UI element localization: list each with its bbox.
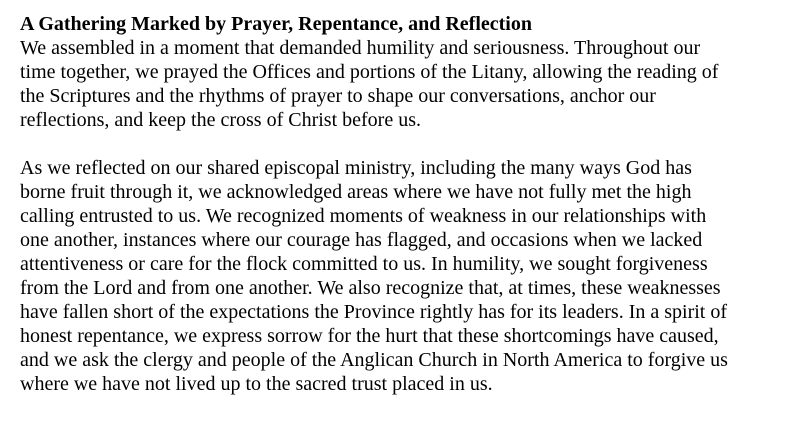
paragraph-line: where we have not lived up to the sacred trust placed in us. [20,373,493,395]
paragraph-line: the Scriptures and the rhythms of prayer to shape our conversations, anchor our [20,85,656,107]
paragraph-line: As we reflected on our shared episcopal ministry, including the many ways God has [20,157,692,179]
paragraph-line: one another, instances where our courage has flagged, and occasions when we lacked [20,229,703,251]
paragraph-line: time together, we prayed the Offices and portions of the Litany, allowing the reading of [20,61,719,83]
paragraph-line: have fallen short of the expectations the Province rightly has for its leaders. In a spirit of [20,301,728,323]
paragraph-1 [20,36,800,132]
paragraph-line: reflections, and keep the cross of Christ before us. [20,109,421,131]
paragraph-line: honest repentance, we express sorrow for the hurt that these shortcomings have caused, [20,325,719,347]
paragraph-line: from the Lord and from one another. We also recognize that, at times, these weaknesses [20,277,721,299]
paragraph-2 [20,156,800,396]
paragraph-line: calling entrusted to us. We recognized moments of weakness in our relationships with [20,205,707,227]
paragraph-line: and we ask the clergy and people of the Anglican Church in North America to forgive us [20,349,728,371]
paragraph-line: We assembled in a moment that demanded humility and seriousness. Throughout our [20,37,701,59]
section-heading: A Gathering Marked by Prayer, Repentance, and Reflection [20,13,532,35]
paragraph-line: borne fruit through it, we acknowledged areas where we have not fully met the high [20,181,692,203]
paragraph-line: attentiveness or care for the flock committed to us. In humility, we sought forgiveness [20,253,708,275]
document-body [20,12,800,396]
